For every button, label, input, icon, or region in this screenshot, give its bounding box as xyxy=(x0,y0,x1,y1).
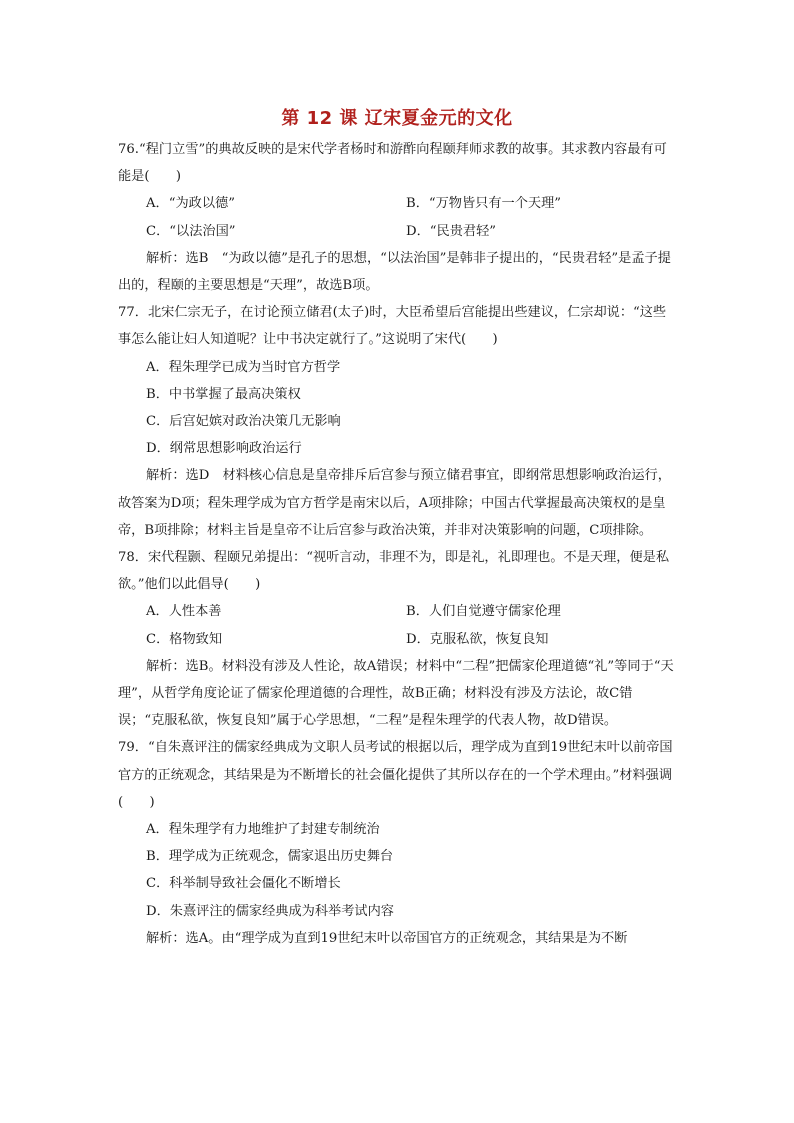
lesson-title: 第 12 课 辽宋夏金元的文化 xyxy=(281,108,513,129)
option-row xyxy=(118,626,678,653)
option-row xyxy=(118,218,678,245)
question-77 xyxy=(118,299,678,544)
option-a: A．程朱理学有力地维护了封建专制统治 xyxy=(146,822,380,838)
analysis-text: 解析：选B。材料没有涉及人性论，故A错误；材料中“二程”把儒家伦理道德“礼”等同于“天理”，从哲学角度论证了儒家伦理道德的合理性，故B正确；材料没有涉及方法论，故C错误；“克服私欲，恢复良知”属于心学思想，“二程”是程朱理学的代表人物，故D错误。 xyxy=(118,658,674,729)
question-78 xyxy=(118,544,678,734)
option-b: B．“万物皆只有一个天理” xyxy=(406,196,562,212)
option-c: C．后宫妃嫔对政治决策几无影响 xyxy=(146,414,341,430)
option-d: D．纲常思想影响政治运行 xyxy=(146,441,302,457)
analysis-text: 解析：选D 材料核心信息是皇帝排斥后宫参与预立储君事宜，即纲常思想影响政治运行，故答案为D项；程朱理学成为官方哲学是南宋以后，A项排除；中国古代掌握最高决策权的是皇帝，B项排除；材料主旨是皇帝不让后宫参与政治决策，并非对决策影响的问题，C项排除。 xyxy=(118,468,671,538)
option-d: D．“民贵君轻” xyxy=(406,223,496,239)
option-a: A．人性本善 xyxy=(146,604,222,620)
option-b: B．中书掌握了最高决策权 xyxy=(146,386,301,402)
option-d: D．朱熹评注的儒家经典成为科举考试内容 xyxy=(146,903,394,919)
question-stem: 77．北宋仁宗无子，在讨论预立储君(太子)时，大臣希望后宫能提出些建议，仁宗却说：“这些事怎么能让妇人知道呢？让中书决定就行了。”这说明了宋代( ) xyxy=(118,305,667,348)
option-a: A．程朱理学已成为当时官方哲学 xyxy=(146,359,341,375)
option-d: D．克服私欲，恢复良知 xyxy=(406,631,549,647)
option-a: A．“为政以德” xyxy=(146,196,235,212)
question-stem: 79．“自朱熹评注的儒家经典成为文职人员考试的根据以后，理学成为直到19世纪末叶以前帝国官方的正统观念，其结果是为不断增长的社会僵化提供了其所以存在的一个学术理由。”材料强调( ) xyxy=(118,740,673,810)
question-stem: 76.“程门立雪”的典故反映的是宋代学者杨时和游酢向程颐拜师求教的故事。其求教内容最有可能是( ) xyxy=(118,142,667,185)
question-79 xyxy=(118,734,678,952)
option-b: B．人们自觉遵守儒家伦理 xyxy=(406,604,561,620)
analysis-text: 解析：选B “为政以德”是孔子的思想，“以法治国”是韩非子提出的，“民贵君轻”是孟子提出的，程颐的主要思想是“天理”，故选B项。 xyxy=(118,250,671,294)
question-76 xyxy=(118,136,678,299)
option-b: B．理学成为正统观念，儒家退出历史舞台 xyxy=(146,849,394,865)
option-c: C．“以法治国” xyxy=(146,223,236,239)
option-c: C．科举制导致社会僵化不断增长 xyxy=(146,876,341,892)
option-c: C．格物致知 xyxy=(146,631,223,647)
option-row xyxy=(118,598,678,625)
question-list xyxy=(118,136,678,952)
option-row xyxy=(118,190,678,217)
question-stem: 78．宋代程颢、程颐兄弟提出：“视听言动，非理不为，即是礼，礼即理也。不是天理，便是私欲。”他们以此倡导( ) xyxy=(118,550,670,593)
analysis-text: 解析：选A。由“理学成为直到19世纪末叶以帝国官方的正统观念，其结果是为不断 xyxy=(146,930,628,946)
